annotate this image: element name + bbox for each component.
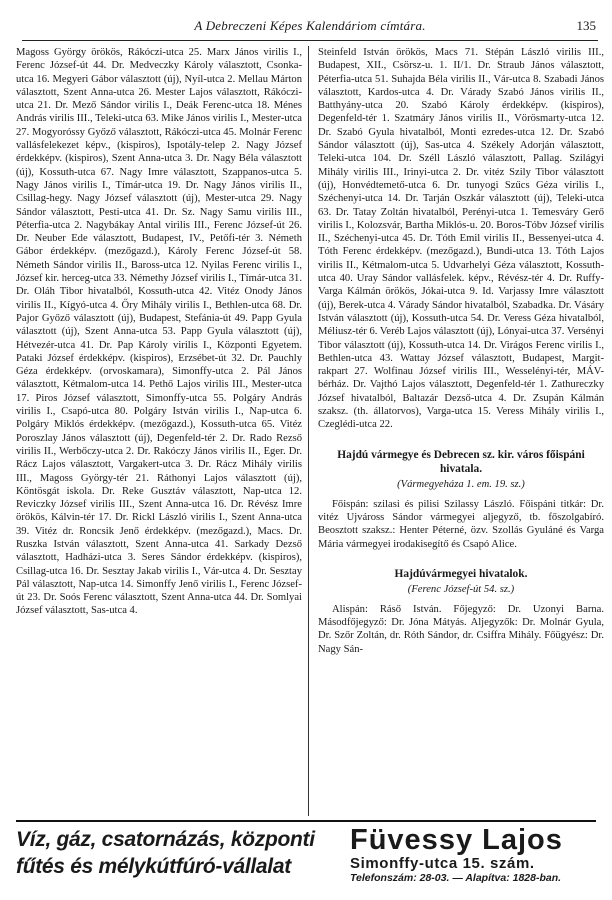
column-divider (308, 46, 309, 816)
ad-slogan-line-2: fűtés és mélykútfúró-vállalat (16, 855, 291, 878)
page-header (22, 16, 598, 41)
running-title: A Debreczeni Képes Kalendáriom címtára. (194, 18, 426, 33)
section-text-foispani: Főispán: szilasi és pilisi Szilassy László. Főispáni titkár: Dr. vitéz Ujváross Sándor vármegyei aljegyző, tb. főszolgabíró. Beosztott szaksz.: Henter Péterné, özv. Szollás Gyuláné és Varga Mária vármegyei irodakisegítő és Csapó Alice. (318, 498, 604, 550)
section-text-hivatalok: Alispán: Ráső István. Főjegyző: Dr. Uzonyi Barna. Másodfőjegyző: Dr. Jóna Mátyás. Aljegyzők: Dr. Molnár Gyula, Dr. Szőr Zoltán, dr. Róth Sándor, dr. Csiffra Mihály. Főügyész: Dr. Nagy Sán- (318, 603, 604, 655)
section-subheading-foispani: (Vármegyeháza 1. em. 19. sz.) (397, 478, 525, 490)
left-column-text: Magoss György örökös, Rákóczi-utca 25. Marx János virilis I., Ferenc József-út 44. Dr. Medveczky Károly választott, Csonka-utca 16. Megyeri Gábor választott (új), Nyíl-utca 2. Mellau Márton választott, Szent Anna-utca 26. Mester Lajos választott, Rákóczi-utca 21. Dr. Mező Sándor virilis I., Deák Ferenc-utca 18. Ménes András virilis III., Teleki-utca 63. Mike János virilis I., Mester-utca 27. Mogyoróssy Győző választott, Rákóczi-utca 45. Molnár Ferenc vallásfelekezet képv., (kispiros), Ispotály-telep 2. Nagy József érdekképv. (kispiros), Szent Anna-utca 3. Dr. Nagy Béla választott (új), Kossuth-utca 67. Nagy Imre választott, Szappanos-utca 5. Nagy János virilis I., Tímár-utca 19. Dr. Nagy János virilis II., Csillag-hegy. Nagy József választott (új), Mester-utca 29. Nagy Sándor választott, Pesti-utca 41. Dr. Sz. Nagy Samu virilis III., Péterfia-utca 2. Nagybákay Antal virilis III., Ferenc József-út 26. Dr. Neuber Ede választott, Budapest, IV., Petőfi-tér 3. Németh Gábor érdekképv. (mezőgazd.), Károly Ferenc József-út 58. Németh Sándor virilis II., Baross-utca 12. Nyilas Ferenc virilis I., József kir. herceg-utca 33. Némethy József virilis I., Tímár-utca 31. Dr. Oláh Tibor hivatalból, Kossuth-utca 42. Vitéz Onody János virilis II., Kígyó-utca 4. Őry Mihály virilis I., Bethlen-utca 68. Dr. Pajor Győző választott (új), Budapest, Stefánia-út 49. Papp Gyula választott (új), Szent Anna-utca 53. Papp Gyula választott (új), Hétvezér-utca 41. Dr. Pap Károly virilis I., Központi Egyetem. Pataki József érdekképv. (kispiros), Erzsébet-út 32. Dr. Pauchly Géza érdekképv. (orvoskamara), Simonffy-utca 2. Pál János választott, Kétmalom-utca 14. Pethő Lajos virilis III., Mester-utca 17. Piros József választott, Simonffy-utca 55. Polgáry András virilis I., Csapó-utca 80. Polgáry István virilis I., Nap-utca 6. Polgáry Miklós érdekképv. (mezőgazd.), Kossuth-utca 65. Vitéz Poroszlay János választott (új), Degenfeld-tér 2. Dr. Rado Rezső virilis II., Werbőczy-utca 2. Dr. Rakóczy János virilis II., Eger. Dr. Rácz Lajos választott, Vargakert-utca 3. Dr. Rácz Mihály virilis III., Magoss György-tér 21. Ráthonyi Lajos választott (új), Köntösgát iskola. Dr. Reke Gusztáv választott, Nap-utca 12. Reviczky József virilis III., Szent Anna-utca 16. Dr. Révész Imre örökös, Kálvin-tér 17. Dr. Rickl László virilis I., Szent Anna-utca 39. Vitéz dr. Roncsik Jenő érdekképv. (mezőgazd.), Macs. Dr. Ruszka István választott, Szent Anna-utca 41. Sarkady Dezső választott, Hadházi-utca 3. Seres Sándor érdekképv. (kispiros), Csillag-utca 16. Dr. Sesztay Jakab virilis I., Vár-utca 4. Dr. Sesztay Pál választott, Nap-utca 14. Simonffy Jenő virilis I., Ferenc József-út 23. Dr. Soós Ferenc választott, Szent Anna-utca 44. Dr. Somlyai József választott, Sas-utca 4. (16, 47, 302, 617)
page-number: 135 (576, 18, 596, 33)
ad-brand-name: Füvessy Lajos (350, 824, 563, 856)
section-heading-foispani: Hajdú vármegye és Debrecen sz. kir. város főispáni hivatala. (337, 448, 585, 475)
right-column (318, 46, 604, 816)
ad-slogan-line-1: Víz, gáz, csatornázás, központi (16, 828, 315, 851)
ad-phone-founded: Telefonszám: 28-03. — Alapítva: 1828-ban. (350, 872, 562, 884)
section-subheading-hivatalok: (Ferenc József-út 54. sz.) (407, 583, 515, 595)
ad-slogan (16, 826, 338, 880)
left-column (16, 46, 302, 816)
right-column-text: Steinfeld István örökös, Macs 71. Stépán László virilis III., Budapest, XII., Csörsz-u. 1. II/1. Dr. Straub János választott, Péterfia-utca 51. Suhajda Béla virilis II., Vár-utca 8. Szabadi János választott, Kardos-utca 4. Dr. Várady Szabó János virilis II., Batthyány-utca 20. Szabó Károly érdekképv. (kispiros), Degenfeld-tér 1. Szatmáry János virilis II., Vörösmarty-utca 12. Dr. Szabó Gyula hivatalból, Monti ezredes-utca 12. Dr. Szabó Sándor választott (új), Sas-utca 4. Székely Adorján választott, Teleki-utca 104. Dr. Széll László választott, Pallag. Szilágyi Mihály virilis III., Irinyi-utca 2. Dr. vitéz Szily Tibor választott (új), Honvédtemető-utca 6. Dr. tunyogi Szűcs Géza virilis I., Széchenyi-utca 14. Dr. Tarján Oszkár választott (új), Teleki-utca 63. Dr. Tatay Zoltán hivatalból, Perényi-utca 1. Temesváry Gerő virilis I., Kolozsvár, Bartha Miklós-u. 20. Boros-Tóbv József virilis II., Széchenyi-utca 45. Dr. Tóth Emil virilis II., Bessenyei-utca 4. Tóth Ferenc érdekképv. (mezőgazd.), Bundi-utca 13. Tóth Lajos virilis II., Kétmalom-utca 5. Udvarhelyi Géza választott, Kossuth-utca 40. Uray Sándor vallásfelek. képv., Révész-tér 4. Dr. Ruffy-Varga Kálmán örökös, Jókai-utca 9. Id. Varjassy Imre választott (új), Berek-utca 4. Várady Sándor hivatalból, Szabadka. Dr. Vásáry István választott (új), Kossuth-utca 54. Dr. Veress Géza hivatalból, Méliusz-tér 6. Veréb Lajos választott (új), Lónyai-utca 37. Versényi Tibor választott (új), Kossuth-utca 14. Dr. Virágos Ferenc virilis I., Bethlen-utca 43. Wattay József választott, Budapest, Margit-rakpart 27. Wolfinau József virilis III., Wesselényi-tér, MÁV-bérház. Dr. Vajthó Lajos választott, Degenfeld-tér 1. Zathureczky József hivatalból, Baltazár Dezső-utca 4. Dr. Zsupán Kálmán szaksz. (th. állatorvos), Varga-utca 15. Veress Mihály virilis I., Czeglédi-utca 22. (318, 47, 604, 431)
advertisement-banner (16, 820, 596, 886)
ad-address: Simonffy-utca 15. szám. (350, 855, 535, 872)
section-heading-hivatalok: Hajdúvármegyei hivatalok. (394, 567, 528, 580)
